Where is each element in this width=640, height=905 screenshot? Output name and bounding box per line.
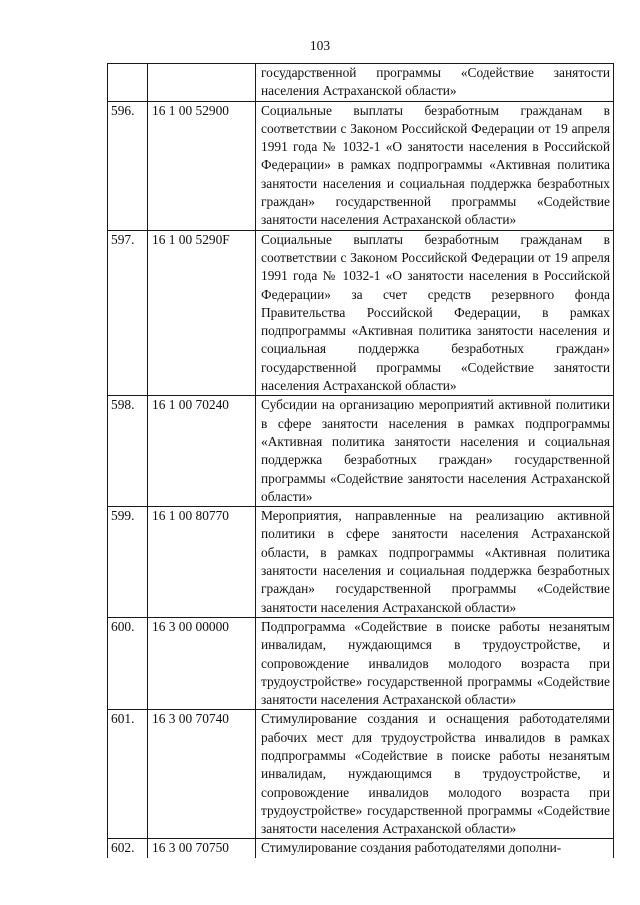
budget-classification-table	[107, 63, 614, 858]
target-article-code: 16 1 00 70240	[148, 396, 256, 507]
page-number: 103	[309, 38, 331, 53]
expense-description: Мероприятия, направленные на реализацию активной политики в сфере занятости населения Астраханской области, в рамках подпрограммы «Активная политика занятости населения и социальная поддержка безработных граждан» государственной программы «Содействие занятости населения Астраханской области»	[256, 507, 614, 618]
target-article-code: 16 3 00 00000	[148, 617, 256, 709]
target-article-code: 16 1 00 80770	[148, 507, 256, 618]
target-article-code: 16 1 00 52900	[148, 101, 256, 230]
expense-description: Стимулирование создания и оснащения работодателями рабочих мест для трудоустройства инвалидов в рамках подпрограммы «Содействие в поиске работы незанятым инвалидам, нуждающимся в трудоустройстве, и сопровождение инвалидов молодого возраста при трудоустройстве» государственной программы «Содействие занятости населения Астраханской области»	[256, 710, 614, 839]
expense-description: государственной программы «Содействие занятости населения Астраханской области»	[256, 64, 614, 102]
expense-description: Субсидии на организацию мероприятий активной политики в сфере занятости населения в рамках подпрограммы «Активная политика занятости населения и социальная поддержка безработных граждан» государственной программы «Содействие занятости населения Астраханской области»	[256, 396, 614, 507]
table-row	[108, 101, 614, 230]
table-row	[108, 396, 614, 507]
expense-description: Социальные выплаты безработным гражданам в соответствии с Законом Российской Федерации от 19 апреля 1991 года № 1032-1 «О занятости населения в Российской Федерации» за счет средств резервного фонда Правительства Российской Федерации, в рамках подпрограммы «Активная политика занятости населения и социальная поддержка безработных граждан» государственной программы «Содействие занятости населения Астраханской области»	[256, 230, 614, 396]
table-row	[108, 230, 614, 396]
target-article-code	[148, 64, 256, 102]
target-article-code: 16 3 00 70750	[148, 839, 256, 858]
expense-description: Подпрограмма «Содействие в поиске работы незанятым инвалидам, нуждающимся в трудоустройстве, и сопровождение инвалидов молодого возраста при трудоустройстве» государственной программы «Содействие занятости населения Астраханской области»	[256, 617, 614, 709]
row-number: 599.	[108, 507, 148, 618]
table-row	[108, 839, 614, 858]
table-row	[108, 507, 614, 618]
row-number	[108, 64, 148, 102]
table-row	[108, 64, 614, 102]
table-row	[108, 617, 614, 709]
row-number: 598.	[108, 396, 148, 507]
row-number: 601.	[108, 710, 148, 839]
row-number: 602.	[108, 839, 148, 858]
row-number: 597.	[108, 230, 148, 396]
row-number: 596.	[108, 101, 148, 230]
expense-description: Социальные выплаты безработным гражданам в соответствии с Законом Российской Федерации от 19 апреля 1991 года № 1032-1 «О занятости населения в Российской Федерации» в рамках подпрограммы «Активная политика занятости населения и социальная поддержка безработных граждан» государственной программы «Содействие занятости населения Астраханской области»	[256, 101, 614, 230]
target-article-code: 16 1 00 5290F	[148, 230, 256, 396]
expense-description: Стимулирование создания работодателями дополни-	[256, 839, 614, 858]
target-article-code: 16 3 00 70740	[148, 710, 256, 839]
table-row	[108, 710, 614, 839]
row-number: 600.	[108, 617, 148, 709]
